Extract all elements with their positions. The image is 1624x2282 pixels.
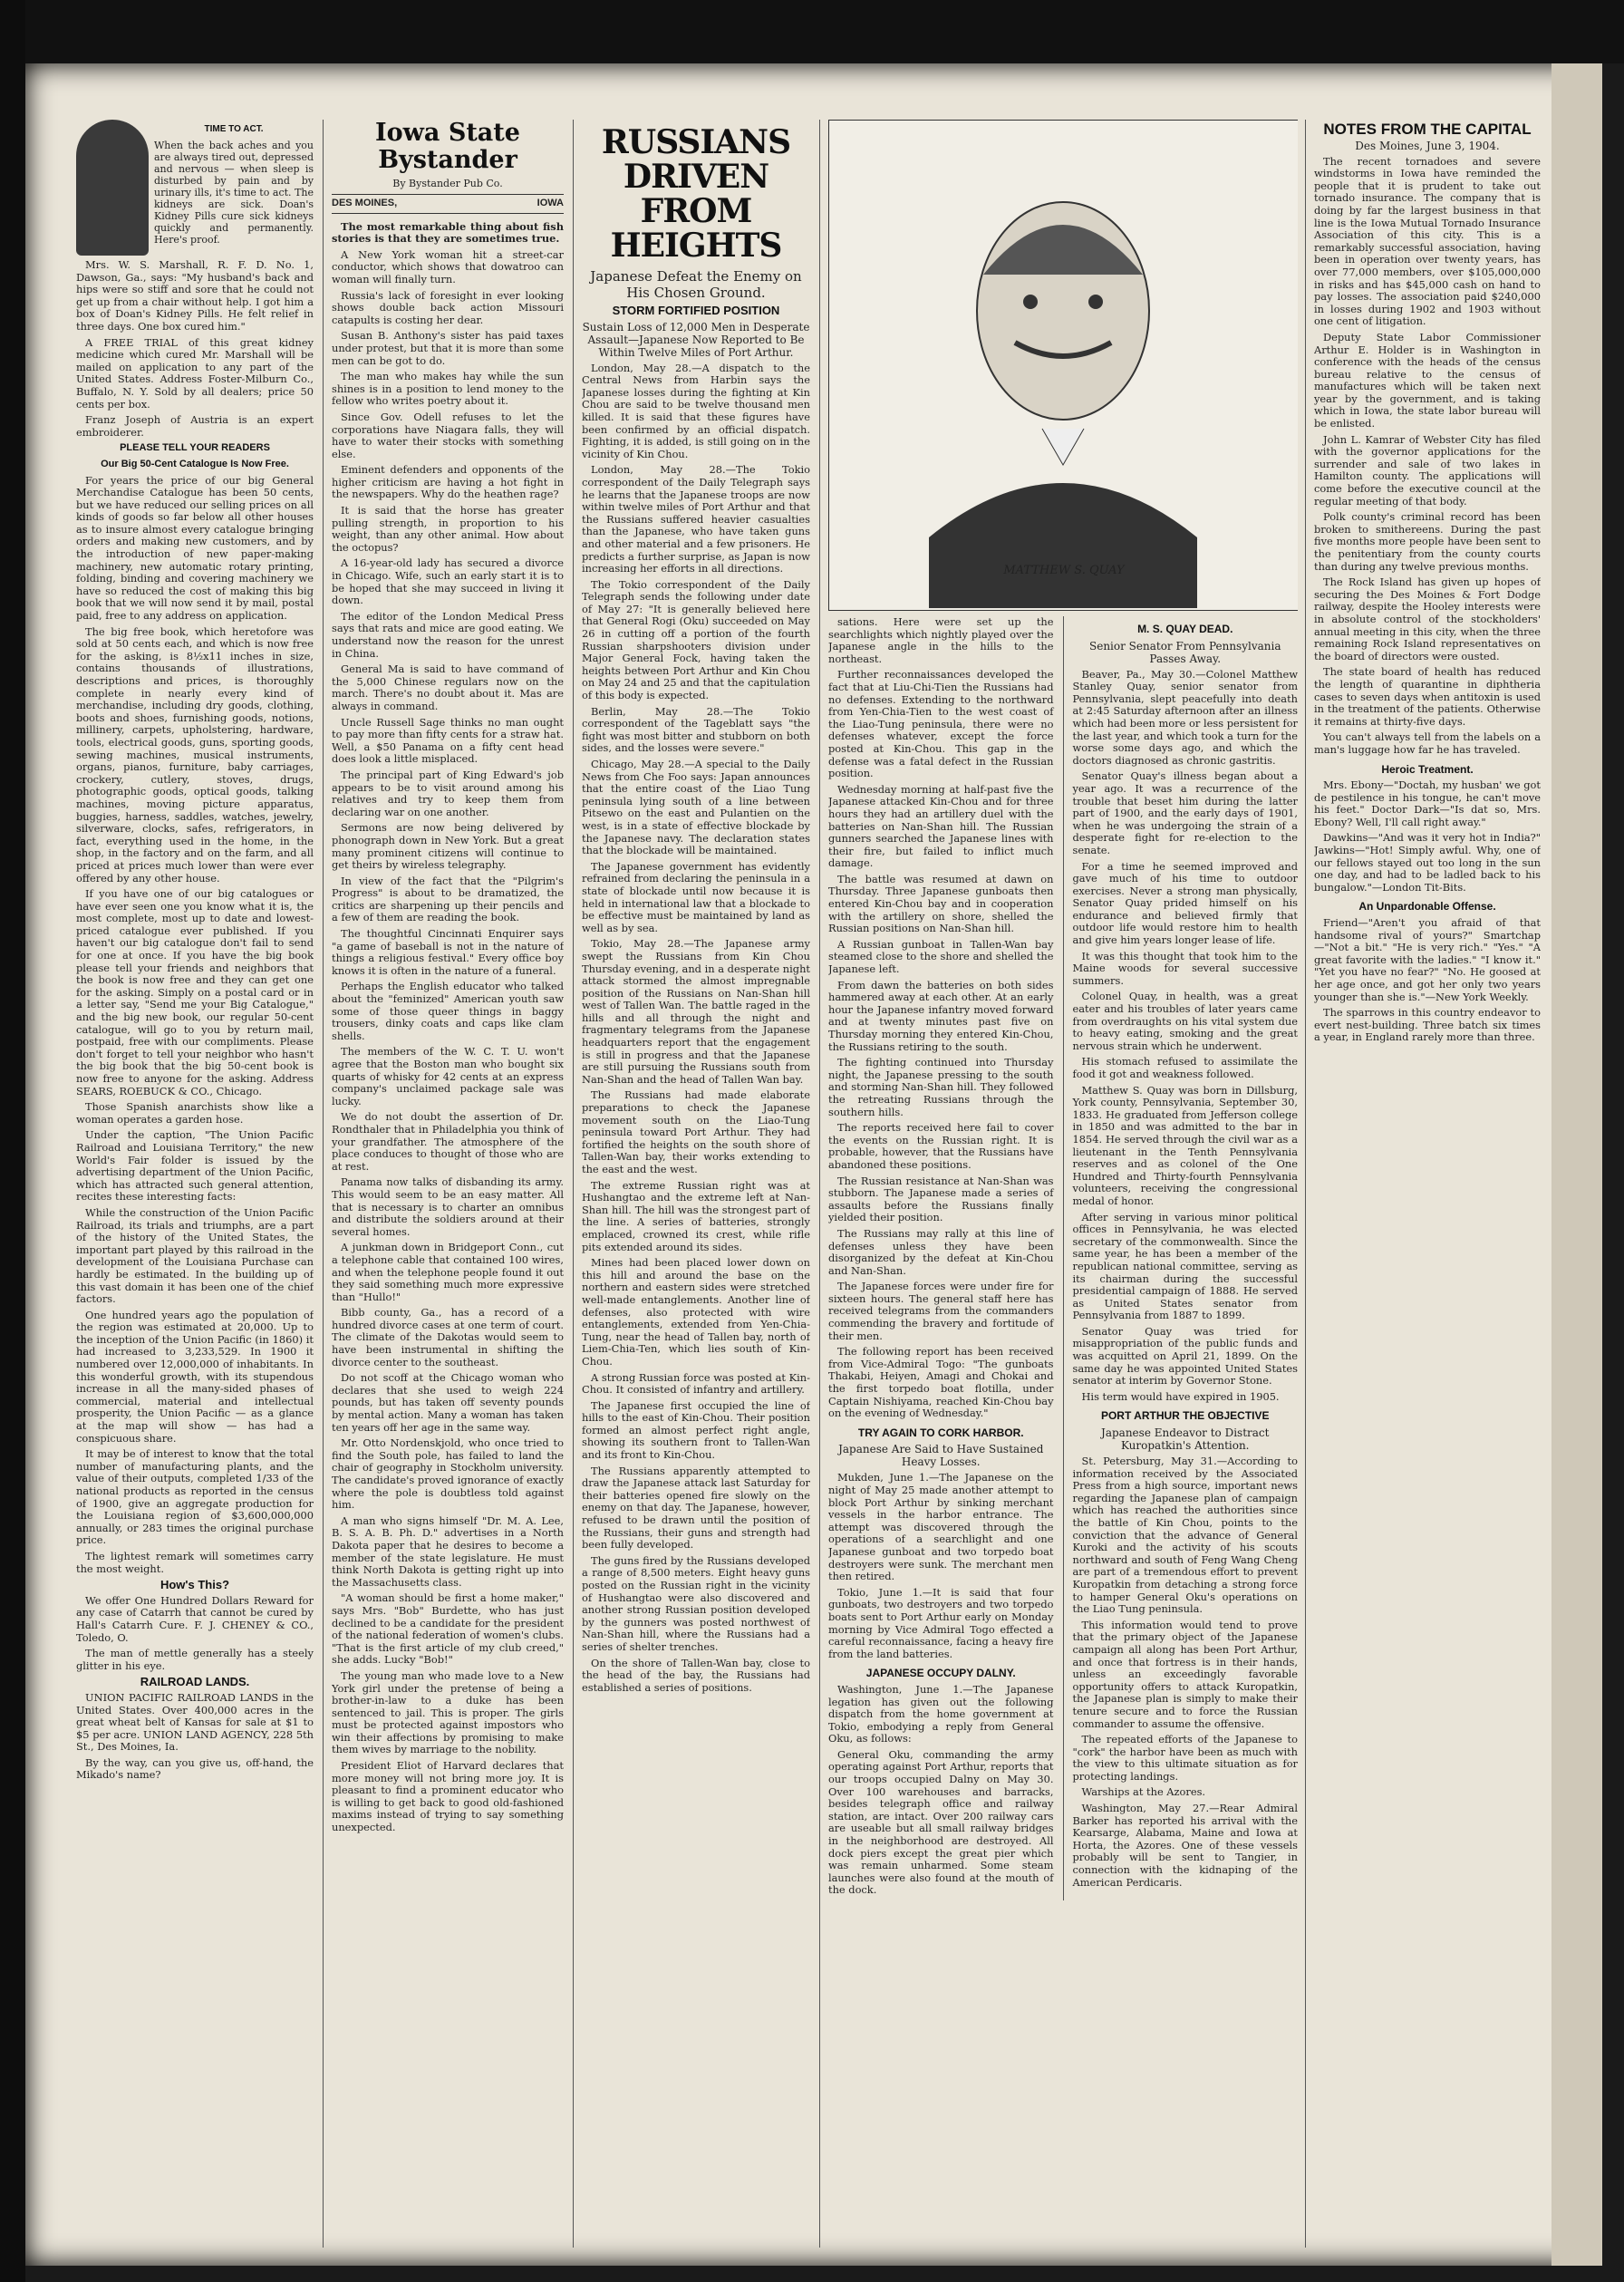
paragraph: The sparrows in this country endeavor to evert nest-building. Three batch six times a year, in England rarely more than three. [1314, 1006, 1541, 1044]
column-rule [1305, 120, 1306, 2248]
paragraph: St. Petersburg, May 31.—According to information received by the Associated Press from a high source, important news regarding the Japanese plan of campaign which has reached the authorities since the battle of Kin Chou, points to the conviction that the advance of General Kuroki and the activity of his scouts northward and south of Feng Wang Cheng are part of a tremendous effort to prevent Kuropatkin from detaching a strong force to hamper General Oku's operations on the Liao Tung peninsula. [1072, 1455, 1298, 1616]
deck-3: Sustain Loss of 12,000 Men in Desperate Assault—Japanese Now Reported to Be Within Twelve Miles of Port Arthur. [582, 320, 810, 359]
section-head: JAPANESE OCCUPY DALNY. [865, 1667, 1016, 1680]
paragraph: From dawn the batteries on both sides hammered away at each other. At an early hour the Japanese infantry moved forward and at twenty minutes past five on Thursday morning they entered Kin-Chou, the Russians retiring to the south. [828, 978, 1054, 1053]
paragraph: General Ma is said to have command of the 5,000 Chinese regulars now on the march. There's no doubt about it. Mas are always in command. [332, 662, 564, 712]
masthead-city: DES MOINES, [332, 198, 398, 208]
paragraph: His term would have expired in 1905. [1081, 1389, 1280, 1403]
paragraph: Mukden, June 1.—The Japanese on the night of May 25 made another attempt to block Port Arthur by sinking merchant vessels in the harbor entrance. The attempt was discovered through the operations of a searchlight and one Japanese gunboat and two torpedo boat destroyers were sunk. The merchant men then retired. [828, 1471, 1054, 1583]
paragraph: The Japanese forces were under fire for sixteen hours. The general staff here has received telegrams from the commanders commending the bravery and fortitude of their men. [828, 1280, 1054, 1342]
paragraph: Senator Quay was tried for misappropriation of the public funds and was acquitted on April 21, 1899. On the same day he was appointed United States senator at interim by Governor Stone. [1072, 1324, 1298, 1388]
paragraph: Eminent defenders and opponents of the higher criticism are having a hot fight in the newspapers. Why do the heathen rage? [332, 463, 564, 501]
paragraph: The lightest remark will sometimes carry the most weight. [76, 1549, 314, 1575]
masthead-state: IOWA [536, 198, 564, 208]
paragraph: Mrs. Ebony—"Doctah, my husban' we got de pestilence in his tongue, he can't move his feet." Doctor Dark—"Is dat so, Mrs. Ebony? Well, I'll call right away." [1314, 778, 1541, 828]
column-rule [819, 120, 820, 2248]
paragraph: In view of the fact that the "Pilgrim's Progress" is about to be dramatized, the critics are sharpening up their pencils and a few of them are reading the book. [332, 874, 564, 924]
paragraph: It may be of interest to know that the total number of manufacturing plants, and the value of their outputs, completed 1/33 of the national products as reported in the census of 1900, give an aggregate production for the Louisiana region of $3,600,000,000 annually, or 283 times the original purchase price. [76, 1447, 314, 1547]
paragraph: Uncle Russell Sage thinks no man ought to pay more than fifty cents for a straw hat. Well, a $50 Panama on a fifty cent head does look a little misplaced. [332, 715, 564, 766]
paragraph: Dawkins—"And was it very hot in India?" Jawkins—"Hot! Simply awful. Why, one of our fellows stayed out too long in the sun one day, and had to be ladled back to his bungalow."—London Tit-Bits. [1314, 831, 1541, 894]
paragraph: Berlin, May 28.—The Tokio correspondent of the Tageblatt says "the fight was most bitter and stubborn on both sides, and the losses were severe." [582, 704, 810, 755]
paragraph: Friend—"Aren't you afraid of that handsome rival of yours?" Smartchap—"Not a bit." "He is very rich." "Yes." "A great favorite with the ladies." "I know it." "Yet you have no fear?" "No. He goosed at her age once, and got her only two years younger than she is."—New York Weekly. [1314, 916, 1541, 1003]
paragraph: The guns fired by the Russians developed a range of 8,500 meters. Eight heavy guns posted on the Russian right in the vicinity of Hushangtao were also discovered and another strong Russian position developed by the gunners was posted northwest of Nan-Shan hill, where the Russians had a series of shelter trenches. [582, 1553, 810, 1653]
paragraph: The young man who made love to a New York girl under the pretense of being a brother-in-law to a duke has been sentenced to jail. This is proper. The girls must be protected against impostors who win their affections by promising to make them wives by marriage to the nobility. [332, 1668, 564, 1756]
paragraph: Tokio, June 1.—It is said that four gunboats, two destroyers and two torpedo boats sent to Port Arthur early on Monday morning by Vice Admiral Togo effected a careful reconnaissance, facing a heavy fire from the land batteries. [828, 1585, 1054, 1660]
paragraph: A junkman down in Bridgeport Conn., cut a telephone cable that contained 100 wires, and when the telephone people found it out they said something much more expressive than "Hullo!" [332, 1241, 564, 1303]
paragraph: General Oku, commanding the army operating against Port Arthur, reports that our troops occupied Dalny on May 30. Over 100 warehouses and barracks, besides telegraph office and railway station, are intact. Over 200 railway cars are useable but all small railway bridges in the neighborhood are destroyed. All dock piers except the great pier which was remain unharmed. Some steam launches were also found at the mouth of the dock. [828, 1747, 1054, 1897]
paragraph: Senator Quay's illness began about a year ago. It was a recurrence of the trouble that beset him during the latter part of 1900, and the early days of 1901, when he was undergoing the strain of a desperate fight for re-election to the senate. [1072, 769, 1298, 856]
paragraph: The fighting continued into Thursday night, the Japanese pressing to the south and storming Nan-Shan hill. They followed the retreating Russians through the southern hills. [828, 1056, 1054, 1118]
paragraph: The reports received here fail to cover the events on the Russian right. It is probable, however, that the Russians have abandoned these positions. [828, 1121, 1054, 1171]
paragraph: After serving in various minor political offices in Pennsylvania, he was elected secretary of the commonwealth. Since the same year, he has been a member of the republican national committee, serving as its chairman during the successful presidential campaign of 1888. He served as United States senator from Pennsylvania from 1887 to 1899. [1072, 1210, 1298, 1322]
ad-text: When the back aches and you are always tired out, depressed and nervous — when sleep is disturbed by pain and by urinary ills, it's time to act. The kidneys are sick. Doan's Kidney Pills cure sick kidneys quickly and permanently. Here's proof. [154, 139, 314, 246]
paragraph: Franz Joseph of Austria is an expert embroiderer. [76, 413, 314, 439]
paragraph: The extreme Russian right was at Hushangtao and the extreme left at Nan-Shan hill. The hill was the strongest part of the line. A series of batteries, strongly emplaced, crowned its crest, while rifle pits extended around its sides. [582, 1178, 810, 1253]
paragraph: The following report has been received from Vice-Admiral Togo: "The gunboats Thakabi, Heiyen, Amagi and Chokai and the first torpedo boat flotilla, under Captain Nishiyama, reached Kin-Chou bay on the evening of Wednesday." [828, 1345, 1054, 1420]
paragraph: The repeated efforts of the Japanese to "cork" the harbor have been as much with the view to this ultimate situation as for protecting landings. [1072, 1733, 1298, 1783]
paragraph: Susan B. Anthony's sister has paid taxes under protest, but that it is more than some men can be got to do. [332, 329, 564, 367]
paragraph: The members of the W. C. T. U. won't agree that the Boston man who bought six quarts of whisky for 42 cents at an express company's unclaimed package sale was lucky. [332, 1045, 564, 1107]
subcolumn-left [828, 616, 1054, 1900]
newspaper-page [25, 63, 1602, 2266]
paragraph: Sermons are now being delivered by phonograph down in New York. But a great many prominent citizens will continue to get theirs by wireless telegraphy. [332, 821, 564, 872]
paragraph: The Japanese government has evidently refrained from declaring the peninsula in a state of blockade until now because it is held in international law that a blockade to be effective must be maintained by land as well as by sea. [582, 859, 810, 934]
paragraph: Deputy State Labor Commissioner Arthur E. Holder is in Washington in conference with the heads of the census bureau relative to the census of manufactures which will be taken next year by the government, and is taking which in Iowa, the state labor bureau will be enlisted. [1314, 330, 1541, 430]
paragraph: sations. Here were set up the searchlights which nightly played over the Japanese angle in the hills to the northeast. [828, 615, 1054, 665]
column-rule [323, 120, 324, 2248]
paragraph: A New York woman hit a street-car conductor, which shows that dowatroo can woman will finally turn. [332, 247, 564, 285]
section-head: How's This? [160, 1578, 230, 1592]
paragraph: Wednesday morning at half-past five the Japanese attacked Kin-Chou and for three hours they had an artillery duel with the batteries on Nan-Shan hill. The Russian gunners searched the Japanese lines with their fire, but failed to inflict much damage. [828, 782, 1054, 870]
paragraph: While the construction of the Union Pacific Railroad, its trials and triumphs, are a part of the history of the United States, the important part played by this railroad in the development of the Louisiana Purchase can hardly be estimated. In the building up of this vast domain it has been one of the chief factors. [76, 1205, 314, 1306]
masthead-title: Iowa State Bystander [375, 120, 520, 174]
paragraph: A 16-year-old lady has secured a divorce in Chicago. Wife, such an early start it is to be hoped that she may succeed in living it down. [332, 556, 564, 607]
paragraph: For years the price of our big General Merchandise Catalogue has been 50 cents, but we have reduced our selling prices on all kinds of goods so far below all other houses as to insure almost every catalogue bringing orders and making new customers, and by the introduction of new paper-making machinery, new automatic rotary printing, folding, binding and covering machinery we have so reduced the cost of making this big book that we will now send it by mail, postal paid, free to any address on application. [76, 473, 314, 623]
masthead-publisher: By Bystander Pub Co. [392, 178, 503, 189]
section-subhead: Our Big 50-Cent Catalogue Is Now Free. [101, 458, 289, 469]
section-head: RAILROAD LANDS. [140, 1675, 250, 1689]
column-2 [332, 120, 564, 2248]
paragraph: Beaver, Pa., May 30.—Colonel Matthew Stanley Quay, senior senator from Pennsylvania, slept peacefully into death at 2:45 Saturday afternoon after an illness which had been more or less persistent for the last year, and which took a turn for the worse some days ago, and which the doctors diagnosed as chronic gastritis. [1072, 667, 1298, 767]
deck-1: Japanese Defeat the Enemy on His Chosen Ground. [590, 268, 802, 301]
subcolumn-right [1073, 616, 1299, 1900]
paragraph: "A woman should be first a home maker," says Mrs. "Bob" Burdette, who has just declined to be a candidate for the president of the national federation of women's clubs. "That is the first article of my club creed," she adds. Lucky "Bob!" [332, 1591, 564, 1667]
paragraph: The Tokio correspondent of the Daily Telegraph sends the following under date of May 27: "It is generally believed here that General Rogi (Oku) succeeded on May 26 in cutting off a portion of the fourth Russian sharpshooters division under Major General Fock, having taken the heights between Port Arthur and Kin Chou on May 24 and 25 and that the capitulation of this body is expected. [582, 577, 810, 702]
paragraph: On the shore of Tallen-Wan bay, close to the head of the bay, the Russians had established a series of positions. [582, 1656, 810, 1694]
paragraph: Matthew S. Quay was born in Dillsburg, York county, Pennsylvania, September 30, 1833. He graduated from Jefferson college in 1850 and was admitted to the bar in 1854. He served through the civil war as a lieutenant in the Tenth Pennsylvania reserves and as colonel of the One Hundred and Thirty-fourth Pennsylvania volunteers, receiving the congressional medal of honor. [1072, 1083, 1298, 1207]
paragraph: Since Gov. Odell refuses to let the corporations have Niagara falls, they will have to water their stocks with something else. [332, 410, 564, 460]
paragraph: One hundred years ago the population of the region was estimated at 20,000. Up to the inception of the Union Pacific (in 1860) it had increased to 3,233,529. In 1900 it numbered over 12,000,000 of inhabitants. In this wonderful growth, with its stupendous increase in all the many-sided phases of commercial, material and intellectual prosperity, the Union Pacific — as a glance at the map will show — has had a conspicuous share. [76, 1308, 314, 1445]
editorial-items [332, 249, 564, 1834]
column-5 [1314, 120, 1541, 2248]
paragraph: The big free book, which heretofore was sold at 50 cents each, and which is now free for the asking, is 8½x11 inches in size, contains thousands of illustrations, descriptions and prices, is thoroughly complete in nearly every kind of merchandise, including dry goods, clothing, boots and shoes, furnishing goods, notions, millinery, carpets, upholstering, hardware, tools, electrical goods, guns, sporting goods, sewing machines, musical instruments, organs, pianos, furniture, baby carriages, crockery, cutlery, stoves, drugs, photographic goods, optical goods, talking machines, moving picture apparatus, buggies, harness, saddles, watches, jewelry, silverware, clocks, safes, refrigerators, in fact, everything used in the home, in the shop, in the factory and on the farm, and all priced at prices much lower than were ever offered by any other house. [76, 624, 314, 885]
section-head: Heroic Treatment. [1381, 762, 1474, 776]
paragraph: It is said that the horse has greater pulling strength, in proportion to his weight, than any other animal. How about the octopus? [332, 504, 564, 554]
paragraph: The state board of health has reduced the length of quarantine in diphtheria cases to seven days when antitoxin is used in the treatment of the patients. Otherwise it remains at thirty-five days. [1314, 665, 1541, 728]
column-3 [582, 120, 810, 2248]
portrait-caption: MATTHEW S. QUAY [1003, 564, 1125, 578]
paragraph: The man of mettle generally has a steely glitter in his eye. [76, 1647, 314, 1672]
dateline: Des Moines, June 3, 1904. [1355, 139, 1500, 152]
paragraph: It was this thought that took him to the Maine woods for several successive summers. [1072, 949, 1298, 987]
paragraph: A man who signs himself "Dr. M. A. Lee, B. S. A. B. Ph. D." advertises in a North Dakota paper that he desires to become a member of the state legislature. He must think North Dakota is getting right up into the Massachusetts class. [332, 1513, 564, 1589]
paragraph: The Japanese first occupied the line of hills to the east of Kin-Chou. Their position formed an almost perfect right angle, showing its southern front to Tallen-Wan and its front to Kin-Chou. [582, 1398, 810, 1462]
paragraph: The Russians apparently attempted to draw the Japanese attack last Saturday for their batteries opened fire slowly on the enemy on that day. The Japanese, however, refused to be drawn until the position of the Russians, their guns and strength had been fully developed. [582, 1464, 810, 1552]
paragraph: Those Spanish anarchists show like a woman operates a garden hose. [76, 1100, 314, 1126]
paragraph: The Russian resistance at Nan-Shan was stubborn. The Japanese made a series of assaults before the Russians finally yielded their position. [828, 1174, 1054, 1224]
paragraph: President Eliot of Harvard declares that more money will not bring more joy. It is pleasant to find a prominent educator who is willing to get back to good old-fashioned maxims instead of trying to say something unexpected. [332, 1759, 564, 1834]
headline: RUSSIANS DRIVEN FROM HEIGHTS [601, 123, 791, 265]
paragraph: The man who makes hay while the sun shines is in a position to lend money to the fellow who writes poetry about it. [332, 370, 564, 408]
section-head: TRY AGAIN TO CORK HARBOR. [857, 1426, 1024, 1439]
paragraph: Washington, June 1.—The Japanese legation has given out the following dispatch from the home government at Tokio, embodying a reply from General Oku, as follows: [828, 1682, 1054, 1745]
paragraph: Chicago, May 28.—A special to the Daily News from Che Foo says: Japan announces that the entire coast of the Liao Tung peninsula lying south of a line between Pitsewo on the east and Pulantien on the west, is in a state of effective blockade by the Japanese navy. The declaration states that the blockade will be maintained. [582, 758, 810, 857]
paragraph: Mr. Otto Nordenskjold, who once tried to find the South pole, has failed to land the chair of geography in Stockholm university. The candidate's proved ignorance of exactly where the pole is doubtless told against him. [332, 1436, 564, 1512]
paragraph: Mines had been placed lower down on this hill and around the base on the northern and eastern sides were stretched well-made entanglements. Another line of defenses, also protected with wire entanglements, extended from Yen-Chia-Tung, near the head of Tallen bay, north of Liem-Chia-Ten, which lies south of Kin-Chou. [582, 1256, 810, 1368]
ad-head: TIME TO ACT. [204, 124, 264, 134]
page-fold-edge [1552, 63, 1602, 2266]
paragraph: A FREE TRIAL of this great kidney medicine which cured Mr. Marshall will be mailed on application to any part of the United States. Address Foster-Milburn Co., Buffalo, N. Y. Sold by all dealers; price 50 cents per box. [76, 335, 314, 411]
paragraph: Bibb county, Ga., has a record of a hundred divorce cases at one term of court. The climate of the Dakotas would seem to have been instrumental in shifting the divorce center to the southeast. [332, 1306, 564, 1368]
paragraph: The most remarkable thing about fish stories is that they are sometimes true. [332, 219, 564, 246]
paragraph: For a time he seemed improved and gave much of his time to outdoor exercises. Never a strong man physically, Senator Quay prided himself on his endurance and believed firmly that outdoor life would restore him to health and give him years longer lease of life. [1072, 859, 1298, 947]
paragraph: The thoughtful Cincinnati Enquirer says "a game of baseball is not in the nature of things a religious festival." Every office boy knows it is often in the nature of a funeral. [332, 927, 564, 977]
column-4 [828, 120, 1298, 2248]
paragraph: We do not doubt the assertion of Dr. Rondthaler that in Philadelphia you think of your grandfather. The atmosphere of the place conduces to thought of those who are at rest. [332, 1110, 564, 1173]
section-head: An Unpardonable Offense. [1358, 900, 1496, 914]
paragraph: The Russians may rally at this line of defenses unless they have been disorganized by the defeat at Kin-Chou and Nan-Shan. [828, 1226, 1054, 1277]
deck-2: STORM FORTIFIED POSITION [612, 304, 780, 317]
ad-illustration-woman [76, 120, 149, 256]
paragraph: Polk county's criminal record has been broken to smithereens. During the past five months more people have been sent to the penitentiary from the county courts than during any twelve previous months. [1314, 510, 1541, 573]
column-1 [76, 120, 314, 2248]
article-body [582, 363, 810, 1695]
paragraph: The principal part of King Edward's job appears to be to visit around among his relatives and try to keep them from declaring war on one another. [332, 768, 564, 818]
paragraph: The Russians had made elaborate preparations to check the Japanese movement south on the Liao-Tung peninsula toward Port Arthur. They had fortified the heights on the south shore of Tallen-Wan bay, their works extending to the east and the west. [582, 1088, 810, 1175]
section-subhead: Japanese Endeavor to Distract Kuropatkin's Attention. [1101, 1426, 1270, 1453]
scan-frame-left [0, 0, 25, 2282]
paragraph: London, May 28.—A dispatch to the Central News from Harbin says the Japanese losses during the fighting at Kin Chou are said to be twelve thousand men killed. It is said that these figures have been confirmed by an official dispatch. Fighting, it is added, is still going on in the vicinity of Kin Chou. [582, 361, 810, 460]
paragraph: Panama now talks of disbanding its army. This would seem to be an easy matter. All that is necessary is to charter an omnibus and distribute the soldiers around at their several homes. [332, 1175, 564, 1238]
paragraph: Tokio, May 28.—The Japanese army swept the Russians from Kin Chou Thursday evening, and in a desperate night attack stormed the almost impregnable position of the Russians on Nan-Shan hill west of Tallen Wan. The battle raged in the hills and all through the night and fragmentary telegrams from the Japanese headquarters report that the engagement is still in progress and that the Japanese are still pursuing the Russians south from Nan-Shan and the head of Tallen Wan bay. [582, 937, 810, 1086]
section-head: M. S. QUAY DEAD. [1137, 623, 1233, 635]
paragraph: We offer One Hundred Dollars Reward for any case of Catarrh that cannot be cured by Hall's Catarrh Cure. F. J. CHENEY & CO., Toledo, O. [76, 1593, 314, 1644]
paragraph: A strong Russian force was posted at Kin-Chou. It consisted of infantry and artillery. [582, 1370, 810, 1397]
paragraph: By the way, can you give us, off-hand, the Mikado's name? [76, 1755, 314, 1782]
portrait-drawing [829, 121, 1297, 608]
paragraph: UNION PACIFIC RAILROAD LANDS in the United States. Over 400,000 acres in the great wheat belt of Kansas for sale at $1 to $5 per acre. UNION LAND AGENCY, 228 5th St., Des Moines, Ia. [76, 1690, 314, 1754]
paragraph: This information would tend to prove that the primary object of the Japanese campaign all along has been Port Arthur, and once that fortress is in their hands, unless an exceedingly favorable opportunity offers to attack Kuropatkin, the Japanese plan is simply to make their tenure secure and to force the Russian commander to assume the offensive. [1072, 1618, 1298, 1730]
paragraph: John L. Kamrar of Webster City has filed with the governor applications for the surrender and sale of two lakes in Hamilton county. The applications will come before the executive council at the regular meeting of that body. [1314, 432, 1541, 508]
paragraph: If you have one of our big catalogues or have ever seen one you know what it is, the most complete, most up to date and lowest-priced catalogue ever published. If you haven't our big catalogue don't fail to send for one at once. If you have the big book please tell your friends and neighbors that the book is now free and they can get one for the asking. Simply on a postal card or in a letter say, "Send me your Big Catalogue," and the big new book, our regular 50-cent catalogue, will go to you by return mail, postpaid, free with our compliments. Please don't forget to tell your neighbor who hasn't the big book that the big 50-cent book is now free to anyone for the asking. Address SEARS, ROEBUCK & CO., Chicago. [76, 887, 314, 1097]
paragraph: Warships at the Azores. [1081, 1785, 1206, 1799]
section-subhead: Japanese Are Said to Have Sustained Heavy Losses. [838, 1443, 1044, 1469]
paragraph: The editor of the London Medical Press says that rats and mice are good eating. We understand now the reason for the unrest in China. [332, 609, 564, 660]
paragraph: The battle was resumed at dawn on Thursday. Three Japanese gunboats then entered Kin-Chou bay and in cooperation with the artillery on shore, shelled the Russian positions on Nan-Shan hill. [828, 872, 1054, 935]
paragraph: A Russian gunboat in Tallen-Wan bay steamed close to the shore and shelled the Japanese left. [828, 937, 1054, 976]
column-rule [573, 120, 574, 2248]
paragraph: Do not scoff at the Chicago woman who declares that she used to weigh 224 pounds, but has taken off seventy pounds by mental action. Many a woman has taken ten years off her age in the same way. [332, 1371, 564, 1434]
paragraph: The Rock Island has given up hopes of securing the Des Moines & Fort Dodge railway, despite the Hooley interests were in absolute control of the stockholders' annual meeting in this city, when the three remaining Rock Island representatives on the board of directors were ousted. [1314, 575, 1541, 662]
paragraph: Under the caption, "The Union Pacific Railroad and Louisiana Territory," the new World's Fair folder is issued by the advertising department of the Union Pacific, which has attracted such general attention, recites these interesting facts: [76, 1128, 314, 1204]
paragraph: His stomach refused to assimilate the food it got and weakness followed. [1072, 1055, 1298, 1080]
paragraph: Perhaps the English educator who talked about the "feminized" American youth saw some of those queer things in baggy trousers, dinky coats and caps like clam shells. [332, 980, 564, 1042]
scan-frame-top [0, 0, 1624, 63]
masthead-dateline [332, 194, 564, 214]
section-head: NOTES FROM THE CAPITAL [1323, 121, 1532, 138]
paragraph: You can't always tell from the labels on a man's luggage how far he has traveled. [1314, 730, 1541, 756]
section-head: PORT ARTHUR THE OBJECTIVE [1100, 1409, 1270, 1423]
paragraph: Russia's lack of foresight in ever looking shows double back action Missouri catapults is costing her dear. [332, 288, 564, 326]
portrait-illustration [828, 120, 1298, 611]
section-head: PLEASE TELL YOUR READERS [120, 442, 270, 454]
paragraph: Washington, May 27.—Rear Admiral Barker has reported his arrival with the Kearsarge, Alabama, Maine and Iowa at Horta, the Azores. One of these vessels probably will be sent to Tangier, in connection with the kidnaping of the American Perdicaris. [1072, 1802, 1298, 1889]
paragraph: London, May 28.—The Tokio correspondent of the Daily Telegraph says he learns that the Japanese troops are now within twelve miles of Port Arthur and that the Russians suffered heavier casualties than the Japanese, who have taken guns and other material and a few prisoners. He predicts a further surprise, as Japan is now increasing her efforts in all directions. [582, 463, 810, 575]
paragraph: Mrs. W. S. Marshall, R. F. D. No. 1, Dawson, Ga., says: "My husband's back and hips were so stiff and sore that he could not get up from a chair without help. I got him a box of Doan's Kidney Pills. He felt relief in three days. One box cured him." [76, 258, 314, 333]
section-subhead: Senior Senator From Pennsylvania Passes Away. [1089, 639, 1281, 665]
paragraph: Further reconnaissances developed the fact that at Liu-Chi-Tien the Russians had no defenses. Extending to the northward from Yen-Chia-Tien to the west coast of the Liao-Tung peninsula, there were no defenses whatever, except the force posted at Kin-Chou. This gap in the defense was a fatal defect in the Russian position. [828, 668, 1054, 780]
paragraph: Colonel Quay, in health, was a great eater and his troubles of later years came from overdraughts on his vital system due to heavy eating, smoking and the great nervous strain which he underwent. [1072, 990, 1298, 1052]
paragraph: The recent tornadoes and severe windstorms in Iowa have reminded the people that it is prudent to take out tornado insurance. The company that is doing by far the largest business in that line is the Iowa Mutual Tornado Insurance Association of this city. This is a remarkably successful association, having been in operation over twenty years, has over 77,000 members, over $105,000,000 in risks and has $45,000 cash on hand to pay losses. The association paid $240,000 in losses during 1902 and 1903 without one cent of litigation. [1314, 154, 1541, 328]
